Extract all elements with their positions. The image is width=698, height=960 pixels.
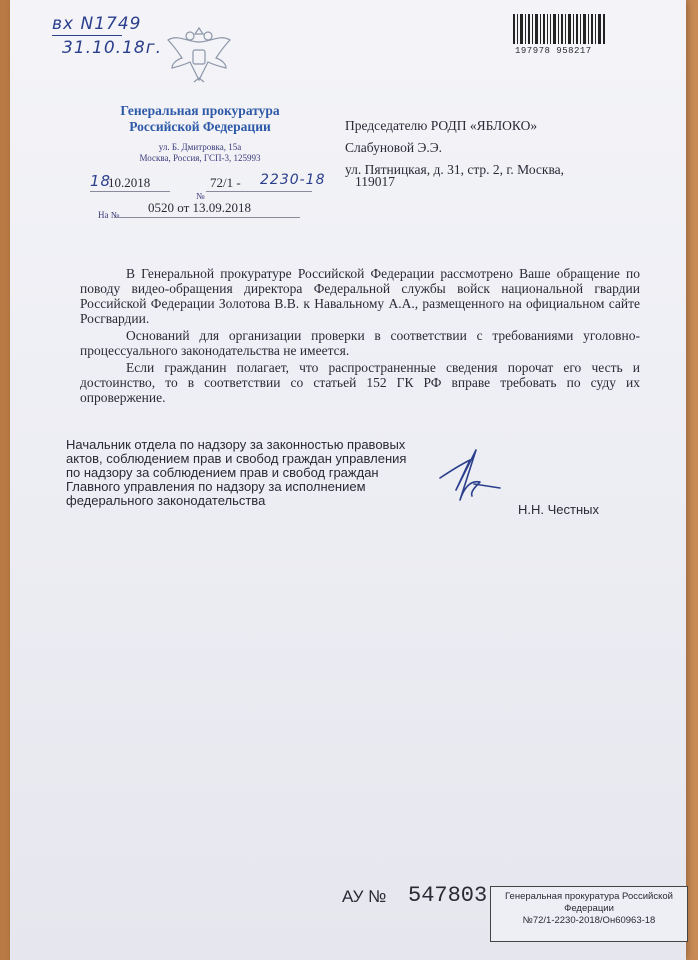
barcode-image xyxy=(513,14,605,44)
outgoing-number-prefix: 72/1 - xyxy=(210,175,241,190)
registration-stamp xyxy=(490,886,688,942)
organization-name-line2: Российской Федерации xyxy=(129,119,271,134)
recipient-line1: Председателю РОДП «ЯБЛОКО» xyxy=(345,118,538,133)
handwritten-day: 18 xyxy=(90,172,112,190)
organization-address-line2: Москва, Россия, ГСП-3, 125993 xyxy=(139,153,261,163)
signatory-name: Н.Н. Честных xyxy=(518,502,599,517)
handwritten-incoming-date: 31.10.18г. xyxy=(62,38,163,58)
stamp-line3: №72/1-2230-2018/Он60963-18 xyxy=(522,915,656,926)
reply-to-line xyxy=(114,217,300,218)
outgoing-date: 10.2018 xyxy=(108,175,151,190)
stamp-line2: Федерации xyxy=(564,903,614,914)
body-paragraph-3: Если гражданин полагает, что распространенные сведения порочат его честь и достоинство, то в соответствии со статьей 152 ГК РФ вправе требовать по суду их опровержение. xyxy=(80,360,640,405)
barcode-number: 197978 958217 xyxy=(515,46,592,56)
organization-name xyxy=(105,103,295,135)
organization-address-line1: ул. Б. Дмитровка, 15а xyxy=(158,142,242,152)
body-paragraph-1: В Генеральной прокуратуре Российской Федерации рассмотрено Ваше обращение по поводу видео-обращения директора Федеральной службы войск национальной гвардии Российской Федерации Золотова В.В. к Навальному А.А., размещенного на официальном сайте Росгвардии. xyxy=(80,266,640,326)
handwritten-incoming-number: вх N1749 xyxy=(52,14,142,34)
reply-to-label: На № xyxy=(98,210,120,220)
organization-name-line1: Генеральная прокуратура xyxy=(120,103,280,118)
outgoing-number-sign: № xyxy=(196,191,205,201)
recipient-line4: 119017 xyxy=(355,174,395,189)
serial-number: 547803 xyxy=(408,883,488,908)
reply-to-value: 0520 от 13.09.2018 xyxy=(148,200,252,215)
signatory-title: Начальник отдела по надзору за законностью правовых актов, соблюдением прав и свобод граждан управления по надзору за соблюдением прав и свобод граждан Главного управления по надзору за исполнением федерального законодательства xyxy=(66,437,407,508)
number-line xyxy=(206,191,312,192)
letter-body xyxy=(80,266,640,407)
stamp-line1: Генеральная прокуратура Российской xyxy=(505,891,673,902)
handwritten-reg-suffix: 2230-18 xyxy=(260,172,326,188)
handwritten-underline xyxy=(52,35,122,36)
date-line xyxy=(90,191,170,192)
serial-label: АУ № xyxy=(342,887,387,906)
organization-address xyxy=(105,142,295,164)
recipient-line2: Слабуновой Э.Э. xyxy=(345,140,443,155)
letter-sheet xyxy=(10,0,686,960)
handwritten-signature xyxy=(430,440,510,520)
coat-of-arms-emblem xyxy=(160,20,238,92)
body-paragraph-2: Оснований для организации проверки в соответствии с требованиями уголовно-процессуального законодательства не имеется. xyxy=(80,328,640,358)
recipient-line3: ул. Пятницкая, д. 31, стр. 2, г. Москва, xyxy=(345,162,565,177)
